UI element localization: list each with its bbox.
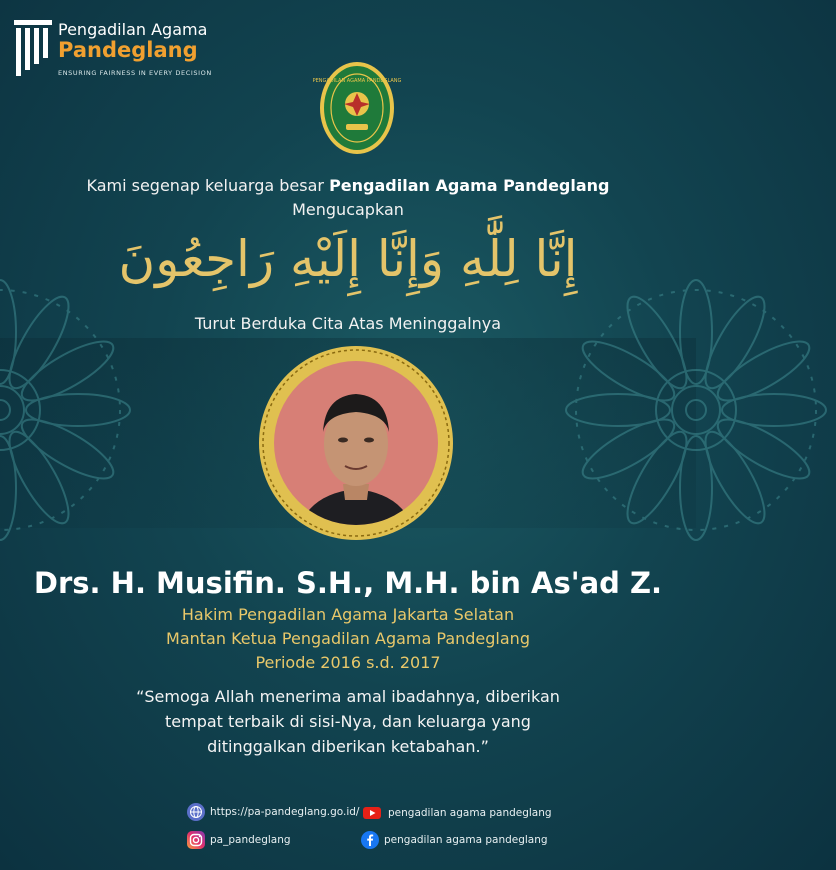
footer-instagram-link[interactable] xyxy=(187,831,291,849)
footer-youtube-text: pengadilan agama pandeglang xyxy=(388,807,552,819)
footer-youtube-link[interactable] xyxy=(361,804,552,822)
court-seal-icon xyxy=(312,60,402,156)
intro-line2: Mengucapkan xyxy=(292,200,404,219)
brand-line2: Pandeglang xyxy=(58,38,198,62)
footer-website-link[interactable] xyxy=(187,803,359,821)
deceased-position-3: Periode 2016 s.d. 2017 xyxy=(255,653,441,672)
brand-logo xyxy=(14,18,214,78)
courthouse-pillars-icon xyxy=(14,20,52,76)
footer-instagram-text: pa_pandeglang xyxy=(210,834,291,846)
prayer-line-3: ditinggalkan diberikan ketabahan.” xyxy=(207,737,489,756)
intro-prefix: Kami segenap keluarga besar xyxy=(86,176,330,195)
deceased-position-1: Hakim Pengadilan Agama Jakarta Selatan xyxy=(181,605,515,624)
instagram-icon xyxy=(187,831,205,849)
mandala-ornament-left xyxy=(0,270,140,550)
intro-institution: Pengadilan Agama Pandeglang xyxy=(329,176,610,195)
prayer-line-1: “Semoga Allah menerima amal ibadahnya, diberikan xyxy=(136,687,560,706)
brand-line1: Pengadilan Agama xyxy=(58,20,208,39)
intro-line xyxy=(0,176,696,195)
deceased-portrait xyxy=(257,344,455,542)
footer-facebook-text: pengadilan agama pandeglang xyxy=(384,834,548,846)
deceased-position-2: Mantan Ketua Pengadilan Agama Pandeglang xyxy=(166,629,530,648)
mandala-ornament-right xyxy=(556,270,836,550)
prayer-line-2: tempat terbaik di sisi-Nya, dan keluarga yang xyxy=(165,712,531,731)
facebook-icon xyxy=(361,831,379,849)
footer-website-text: https://pa-pandeglang.go.id/ xyxy=(210,806,360,818)
deceased-name: Drs. H. Musifin. S.H., M.H. bin As'ad Z. xyxy=(33,566,663,600)
seal-inscription: PENGADILAN AGAMA PANDEGLANG xyxy=(312,78,402,84)
brand-tagline: ENSURING FAIRNESS IN EVERY DECISION xyxy=(58,69,212,77)
youtube-icon xyxy=(361,804,383,822)
condolence-text: Turut Berduka Cita Atas Meninggalnya xyxy=(194,314,502,333)
globe-icon xyxy=(187,803,205,821)
footer-facebook-link[interactable] xyxy=(361,831,548,849)
arabic-istirja: إِنَّا لِلَّٰهِ وَإِنَّا إِلَيْهِ رَاجِعُونَ xyxy=(118,230,578,288)
